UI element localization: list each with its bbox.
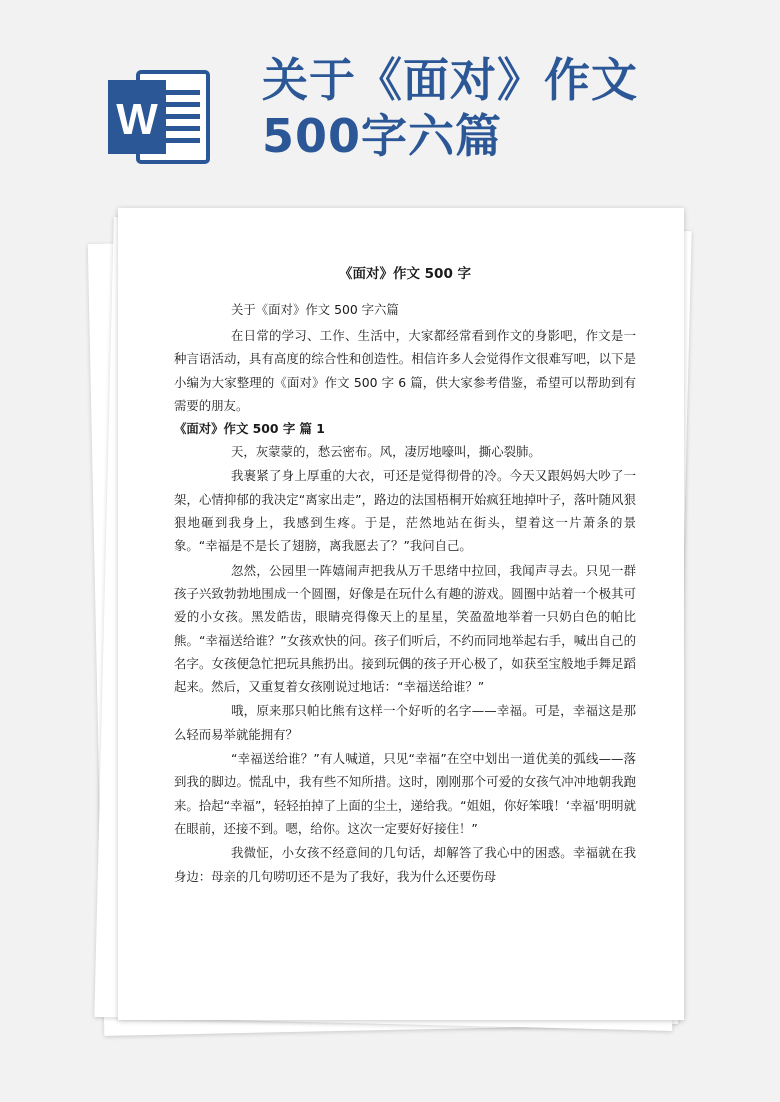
body-paragraph: 我微怔，小女孩不经意间的几句话，却解答了我心中的困惑。幸福就在我身边：母亲的几句唠叨还不是为了我好，我为什么还要伤母 xyxy=(174,845,636,884)
document-subtitle: 关于《面对》作文 500 字六篇 xyxy=(231,302,399,317)
intro-paragraph: 在日常的学习、工作、生活中，大家都经常看到作文的身影吧，作文是一种言语活动，具有高度的综合性和创造性。相信许多人会觉得作文很难写吧，以下是小编为大家整理的《面对》作文 500 字 6 篇，供大家参考借鉴，希望可以帮助到有需要的朋友。 xyxy=(174,328,636,413)
document-title: 《面对》作文 500 字 xyxy=(338,266,472,282)
word-logo-icon xyxy=(108,68,210,166)
section-heading: 《面对》作文 500 字 篇 1 xyxy=(174,421,325,437)
logo-letter: W xyxy=(116,95,158,144)
body-paragraph: 天，灰蒙蒙的，愁云密布。风，凄厉地嚎叫，撕心裂肺。 xyxy=(231,444,541,460)
page-title-line2: 500字六篇 xyxy=(262,109,503,163)
document-body xyxy=(174,264,636,889)
body-paragraph: “幸福送给谁？”有人喊道，只见“幸福”在空中划出一道优美的弧线——落到我的脚边。慌乱中，我有些不知所措。这时，刚刚那个可爱的女孩气冲冲地朝我跑来。拾起“幸福”，轻轻拍掉了上面的尘土，递给我。“姐姐，你好笨哦！‘幸福’明明就在眼前，还接不到。嗯，给你。这次一定要好好接住！” xyxy=(174,751,636,836)
body-paragraph: 忽然，公园里一阵嬉闹声把我从万千思绪中拉回，我闻声寻去。只见一群孩子兴致勃勃地围成一个圆圈，好像是在玩什么有趣的游戏。圆圈中站着一个极其可爱的小女孩。黑发皓齿，眼睛亮得像天上的星星，笑盈盈地举着一只奶白色的帕比熊。“幸福送给谁？”女孩欢快的问。孩子们听后，不约而同地举起右手，喊出自己的名字。女孩便急忙把玩具熊扔出。接到玩偶的孩子开心极了，如获至宝般地手舞足蹈起来。然后，又重复着女孩刚说过地话：“幸福送给谁？” xyxy=(174,562,636,695)
body-paragraph: 哦，原来那只帕比熊有这样一个好听的名字——幸福。可是，幸福这是那么轻而易举就能拥有？ xyxy=(174,703,636,742)
page-title-line1: 关于《面对》作文 xyxy=(262,53,638,107)
body-paragraph: 我裹紧了身上厚重的大衣，可还是觉得彻骨的冷。今天又跟妈妈大吵了一架，心情抑郁的我决定“离家出走”，路边的法国梧桐开始疯狂地掉叶子，落叶随风狠狠地砸到我身上，我感到生疼。于是，茫然地站在街头，望着这一片萧条的景象。“幸福是不是长了翅膀，离我愿去了？”我问自己。 xyxy=(174,468,636,554)
page-title xyxy=(262,52,772,164)
